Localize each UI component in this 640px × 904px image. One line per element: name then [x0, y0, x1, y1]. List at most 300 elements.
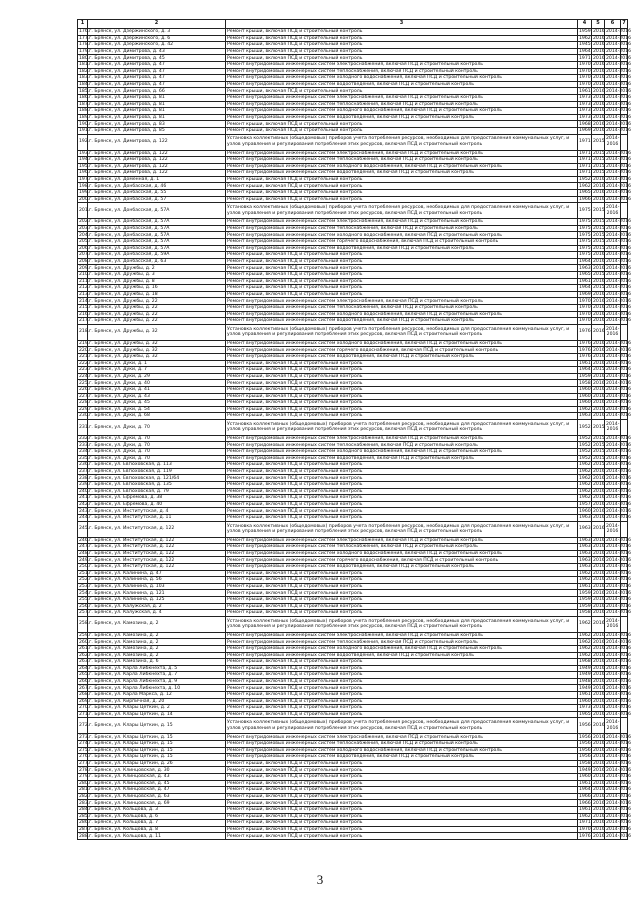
- row-number: 277.: [79, 761, 90, 766]
- address-cell: г. Брянск, ул. Клинцовская, д. 45: [88, 780, 226, 787]
- work-type-cell: Ремонт крыши, включая ПСД и строительный контроль: [226, 813, 578, 820]
- row-number: 239.: [79, 482, 90, 488]
- build-year-cell: 1970: [579, 305, 591, 311]
- plan-year-cell: 2016: [593, 652, 605, 658]
- row-number: 243.: [79, 508, 90, 514]
- work-type-cell: Установка коллективных (общедомовых) приборов учета потребления ресурсов, необходимых для предоставления коммунальных услуг, и узлов управления и регулирования потребления этих ресурсов, включая ПСД и строительный контроль: [226, 324, 578, 340]
- work-type-cell: Ремонт крыши, включая ПСД и строительный контроль: [226, 705, 578, 712]
- table-row: [78, 245, 628, 252]
- build-year-cell: 1952: [578, 419, 592, 435]
- table-row: [78, 393, 628, 400]
- period-cell: 2014-2016: [605, 718, 621, 734]
- address-cell: г. Брянск, ул. Клинцовская, д. 69: [88, 800, 226, 807]
- build-year-cell: 1956: [578, 718, 592, 734]
- address-cell: г. Брянск, ул. Донбасская, д. 59А: [88, 252, 226, 259]
- build-year-cell: 1966: [579, 800, 591, 806]
- build-year-cell: 1971: [579, 55, 591, 61]
- work-type-cell: Ремонт крыши, включая ПСД и строительный контроль: [226, 265, 578, 272]
- row-number: 279.: [79, 774, 90, 780]
- row-number: 200.: [79, 196, 90, 202]
- plan-year-cell: 2016: [593, 62, 605, 68]
- period-cell: 2014-2016: [606, 813, 632, 819]
- address-cell: г. Брянск, ул. Евгюховская, д. 79: [88, 488, 226, 495]
- table-row: [78, 645, 628, 652]
- address-cell: г. Брянск, ул. Димитрова, д. 85: [88, 127, 226, 134]
- plan-year-cell: 2016: [593, 183, 605, 189]
- row-number: 182.: [79, 68, 90, 74]
- plan-year-cell: 2016: [593, 515, 605, 521]
- plan-year-cell: 2016: [593, 774, 605, 780]
- address-cell: г. Брянск, ул. Донбасская, д. 55: [88, 190, 226, 197]
- plan-year-cell: 2015: [592, 419, 605, 435]
- plan-year-cell: 2015: [593, 232, 605, 238]
- period-cell: 2014-2016: [606, 787, 632, 793]
- period-cell: 2014-2016: [606, 265, 632, 271]
- build-year-cell: 1964: [579, 259, 591, 264]
- work-type-cell: Ремонт крыши, включая ПСД и строительный контроль: [226, 393, 578, 400]
- period-cell: 2014-2016: [605, 616, 621, 632]
- build-year-cell: 1952: [579, 177, 591, 183]
- row-number: 278.: [79, 767, 90, 773]
- table-row: [78, 196, 628, 203]
- row-number: 287.: [79, 826, 90, 832]
- period-cell: 2014-2016: [606, 488, 632, 494]
- period-cell: 2014-2016: [606, 400, 632, 406]
- plan-year-cell: 2016: [593, 387, 605, 393]
- plan-year-cell: 2016: [593, 291, 605, 297]
- build-year-cell: 1959: [579, 597, 591, 603]
- period-cell: 2014-2016: [606, 455, 632, 461]
- work-type-cell: Ремонт крыши, включая ПСД и строительный контроль: [226, 495, 578, 502]
- plan-year-cell: 2016: [593, 583, 605, 589]
- work-type-cell: Установка коллективных (общедомовых) приборов учета потребления ресурсов, необходимых для предоставления коммунальных услуг, и узлов управления и регулирования потребления этих ресурсов, включая ПСД и строительный контроль: [226, 134, 578, 150]
- work-type-cell: Ремонт крыши, включая ПСД и строительный контроль: [226, 820, 578, 827]
- table-row: [78, 659, 628, 666]
- work-type-cell: Ремонт внутридомовых инженерных систем водоотведения, включая ПСД и строительный контроль: [226, 114, 578, 121]
- table-row: [78, 272, 628, 279]
- address-cell: г. Брянск, ул. Институтская, д. 122: [88, 544, 226, 551]
- col-header-6: 6: [605, 20, 621, 29]
- work-type-cell: Ремонт внутридомовых инженерных систем теплоснабжения, включая ПСД и строительный контроль: [226, 68, 578, 75]
- row-number: 271.: [79, 712, 90, 718]
- build-year-cell: 1956: [579, 747, 591, 753]
- table-row: [78, 632, 628, 639]
- row-number: 248.: [79, 550, 90, 556]
- row-number: 211.: [79, 278, 90, 284]
- build-year-cell: 1962: [579, 577, 591, 583]
- period-cell: 2014-2016: [606, 685, 632, 691]
- address-cell: г. Брянск, ул. Клары Цеткин, д. 14: [88, 711, 226, 718]
- address-cell: г. Брянск, ул. Камозина, д. 2: [88, 632, 226, 639]
- build-year-cell: 1963: [578, 521, 592, 537]
- build-year-cell: 1957: [579, 502, 591, 507]
- build-year-cell: 1976: [579, 354, 591, 360]
- table-row: [78, 380, 628, 387]
- address-cell: г. Брянск, ул. Дружбы, д. 18: [88, 291, 226, 298]
- work-type-cell: Ремонт крыши, включая ПСД и строительный контроль: [226, 685, 578, 692]
- period-cell: 2014-2016: [606, 190, 632, 196]
- build-year-cell: 1962: [579, 570, 591, 576]
- extra-cell: [621, 419, 628, 435]
- address-cell: г. Брянск, ул. Дружбы, д. 22: [88, 298, 226, 305]
- period-cell: 2014-2016: [605, 521, 621, 537]
- table-row: [78, 324, 628, 340]
- table-row: [78, 610, 628, 617]
- work-type-cell: Ремонт внутридомовых инженерных систем горячего водоснабжения, включая ПСД и строительный контроль: [226, 347, 578, 354]
- address-cell: г. Брянск, ул. Донбасская, д. 57А: [88, 203, 226, 219]
- address-cell: г. Брянск, ул. Дружбы, д. 22: [88, 318, 226, 325]
- plan-year-cell: 2016: [593, 761, 605, 766]
- build-year-cell: 1958: [579, 380, 591, 386]
- row-number: 236.: [79, 462, 90, 468]
- period-cell: 2014-2016: [606, 550, 632, 556]
- work-type-cell: Ремонт крыши, включая ПСД и строительный контроль: [226, 596, 578, 603]
- build-year-cell: 1959: [579, 603, 591, 609]
- address-cell: г. Брянск, ул. Институтская, д. 122: [88, 537, 226, 544]
- build-year-cell: 1956: [579, 741, 591, 747]
- row-number: 276.: [79, 754, 90, 760]
- table-row: [78, 672, 628, 679]
- plan-year-cell: 2016: [593, 603, 605, 609]
- period-cell: 2014-2016: [606, 68, 632, 74]
- build-year-cell: 1971: [579, 170, 591, 176]
- work-type-cell: Ремонт внутридомовых инженерных систем холодного водоснабжения, включая ПСД и строительный контроль: [226, 550, 578, 557]
- work-type-cell: Ремонт внутридомовых инженерных систем водоотведения, включая ПСД и строительный контроль: [226, 170, 578, 177]
- plan-year-cell: 2016: [593, 305, 605, 311]
- address-cell: г. Брянск, ул. Дуки, д. 41: [88, 386, 226, 393]
- row-number: 272.: [78, 718, 88, 734]
- period-cell: 2014-2016: [606, 800, 632, 806]
- plan-year-cell: 2016: [593, 767, 605, 773]
- work-type-cell: Ремонт крыши, включая ПСД и строительный контроль: [226, 665, 578, 672]
- plan-year-cell: 2016: [593, 380, 605, 386]
- build-year-cell: 1971: [579, 820, 591, 826]
- address-cell: г. Брянск, ул. Дружбы, д. 22: [88, 311, 226, 318]
- address-cell: г. Брянск, ул. Евгюховская, д. 113: [88, 462, 226, 469]
- address-cell: г. Брянск, ул. Димитрова, д. 47: [88, 68, 226, 75]
- period-cell: 2014-2016: [606, 761, 632, 766]
- table-row: [78, 35, 628, 42]
- period-cell: 2014-2016: [606, 278, 632, 284]
- plan-year-cell: 2016: [593, 121, 605, 127]
- plan-year-cell: 2015: [592, 203, 605, 219]
- address-cell: г. Брянск, ул. Калинина, д. 125: [88, 596, 226, 603]
- table-row: [78, 406, 628, 413]
- row-number: 195.: [79, 163, 90, 169]
- plan-year-cell: 2016: [593, 42, 605, 48]
- extra-cell: [621, 324, 628, 340]
- row-number: 228.: [79, 400, 90, 406]
- table-row: [78, 570, 628, 577]
- work-type-cell: Ремонт крыши, включая ПСД и строительный контроль: [226, 196, 578, 203]
- plan-year-cell: 2016: [593, 259, 605, 264]
- row-number: 273.: [79, 734, 90, 740]
- row-number: 178.: [79, 42, 90, 48]
- row-number: 246.: [79, 537, 90, 543]
- row-number: 265.: [79, 672, 90, 678]
- row-number: 227.: [79, 393, 90, 399]
- build-year-cell: 1964: [579, 285, 591, 291]
- row-number: 254.: [79, 590, 90, 596]
- plan-year-cell: 2016: [593, 820, 605, 826]
- address-cell: г. Брянск, ул. Дуки, д. 70: [88, 435, 226, 442]
- work-type-cell: Ремонт внутридомовых инженерных систем теплоснабжения, включая ПСД и строительный контроль: [226, 639, 578, 646]
- plan-year-cell: 2016: [593, 780, 605, 786]
- plan-year-cell: 2016: [593, 373, 605, 379]
- plan-year-cell: 2016: [593, 406, 605, 412]
- address-cell: г. Брянск, ул. Институтская, д. 122: [88, 550, 226, 557]
- period-cell: 2014-2016: [606, 157, 632, 163]
- address-cell: г. Брянск, ул. Димитрова, д. 47: [88, 75, 226, 82]
- plan-year-cell: 2015: [593, 367, 605, 373]
- work-type-cell: Ремонт внутридомовых инженерных систем водоотведения, включая ПСД и строительный контроль: [226, 455, 578, 462]
- work-type-cell: Ремонт крыши, включая ПСД и строительный контроль: [226, 488, 578, 495]
- work-type-cell: Ремонт крыши, включая ПСД и строительный контроль: [226, 176, 578, 183]
- table-row: [78, 170, 628, 177]
- address-cell: г. Брянск, ул. Димитрова, д. 81: [88, 108, 226, 115]
- work-type-cell: Ремонт крыши, включая ПСД и строительный контроль: [226, 603, 578, 610]
- period-cell: 2014-2016: [606, 121, 632, 127]
- row-number: 205.: [79, 239, 90, 245]
- table-row: [78, 94, 628, 101]
- extra-cell: [621, 134, 628, 150]
- period-cell: 2014-2016: [606, 88, 632, 94]
- build-year-cell: 1975: [579, 245, 591, 251]
- plan-year-cell: 2016: [593, 557, 605, 563]
- work-type-cell: Ремонт крыши, включая ПСД и строительный контроль: [226, 360, 578, 367]
- address-cell: г. Брянск, ул. Дуки, д. 70: [88, 442, 226, 449]
- extra-cell: [621, 521, 628, 537]
- plan-year-cell: 2016: [593, 741, 605, 747]
- build-year-cell: 1966: [579, 793, 591, 799]
- build-year-cell: 1945: [579, 42, 591, 48]
- row-number: 286.: [79, 820, 90, 826]
- table-row: [78, 639, 628, 646]
- table-row: [78, 285, 628, 292]
- row-number: 245.: [78, 521, 88, 537]
- build-year-cell: 1971: [579, 150, 591, 156]
- address-cell: г. Брянск, ул. Дуки, д. 7: [88, 367, 226, 374]
- row-number: 234.: [79, 449, 90, 455]
- build-year-cell: 1965: [579, 190, 591, 196]
- work-type-cell: Ремонт крыши, включая ПСД и строительный контроль: [226, 380, 578, 387]
- address-cell: г. Брянск, ул. Дуки, д. 68: [88, 413, 226, 420]
- period-cell: 2014-2016: [606, 340, 632, 346]
- table-row: [78, 134, 628, 150]
- address-cell: г. Брянск, ул. Дуки, д. 70: [88, 449, 226, 456]
- period-cell: 2014-2016: [606, 462, 632, 468]
- row-number: 194.: [79, 157, 90, 163]
- row-number: 203.: [79, 226, 90, 232]
- col-header-4: 4: [578, 20, 592, 29]
- col-header-3: 3: [226, 20, 578, 29]
- table-row: [78, 741, 628, 748]
- period-cell: 2014-2016: [606, 413, 632, 419]
- period-cell: 2014-2016: [606, 318, 632, 324]
- work-type-cell: Ремонт крыши, включая ПСД и строительный контроль: [226, 386, 578, 393]
- plan-year-cell: 2016: [593, 469, 605, 475]
- work-type-cell: Ремонт крыши, включая ПСД и строительный контроль: [226, 48, 578, 55]
- period-cell: 2014-2016: [606, 833, 632, 839]
- build-year-cell: 1976: [579, 340, 591, 346]
- work-type-cell: Ремонт внутридомовых инженерных систем электроснабжения, включая ПСД и строительный контроль: [226, 150, 578, 157]
- plan-year-cell: 2016: [593, 550, 605, 556]
- build-year-cell: 1963: [579, 537, 591, 543]
- row-number: 186.: [79, 95, 90, 101]
- row-number: 219.: [79, 340, 90, 346]
- address-cell: г. Брянск, ул. Камозина, д. 2: [88, 652, 226, 659]
- table-row: [78, 419, 628, 435]
- table-row: [78, 367, 628, 374]
- table-row: [78, 455, 628, 462]
- work-type-cell: Ремонт внутридомовых инженерных систем водоотведения, включая ПСД и строительный контроль: [226, 245, 578, 252]
- col-header-7: 7: [621, 20, 628, 29]
- period-cell: 2014-2016: [606, 774, 632, 780]
- row-number: 187.: [79, 101, 90, 107]
- build-year-cell: 1949: [579, 685, 591, 691]
- build-year-cell: 1965: [579, 272, 591, 278]
- address-cell: г. Брянск, ул. Карла Либкнехта, д. 10: [88, 685, 226, 692]
- address-cell: г. Брянск, ул. Дружбы, д. 16: [88, 285, 226, 292]
- period-cell: 2014-2016: [606, 583, 632, 589]
- work-type-cell: Ремонт крыши, включая ПСД и строительный контроль: [226, 121, 578, 128]
- build-year-cell: 1962: [579, 495, 591, 501]
- table-row: [78, 577, 628, 584]
- period-cell: 2014-2016: [606, 35, 632, 41]
- work-type-cell: Ремонт внутридомовых инженерных систем электроснабжения, включая ПСД и строительный контроль: [226, 435, 578, 442]
- address-cell: г. Брянск, ул. Дружбы, д. 32: [88, 347, 226, 354]
- address-cell: г. Брянск, ул. Донбасская, д. 46: [88, 183, 226, 190]
- row-number: 185.: [79, 88, 90, 94]
- address-cell: г. Брянск, ул. Клинцовская, д. 63: [88, 793, 226, 800]
- work-type-cell: Ремонт внутридомовых инженерных систем водоотведения, включая ПСД и строительный контроль: [226, 318, 578, 325]
- table-row: [78, 508, 628, 515]
- period-cell: 2014-2016: [606, 449, 632, 455]
- address-cell: г. Брянск, ул. Дружбы, д. 32: [88, 324, 226, 340]
- build-year-cell: 1949: [579, 665, 591, 671]
- table-row: [78, 482, 628, 489]
- address-cell: г. Брянск, ул. Институтская, д. 4: [88, 508, 226, 515]
- plan-year-cell: 2016: [593, 734, 605, 740]
- build-year-cell: 1960: [579, 698, 591, 704]
- table-row: [78, 81, 628, 88]
- table-row: [78, 304, 628, 311]
- row-number: 274.: [79, 741, 90, 747]
- table-row: [78, 449, 628, 456]
- plan-year-cell: 2016: [593, 698, 605, 704]
- table-row: [78, 278, 628, 285]
- plan-year-cell: 2016: [592, 718, 605, 734]
- build-year-cell: 1963: [579, 544, 591, 550]
- plan-year-cell: 2016: [593, 679, 605, 685]
- work-type-cell: Ремонт крыши, включая ПСД и строительный контроль: [226, 183, 578, 190]
- row-number: 261.: [79, 646, 90, 652]
- period-cell: 2014-2016: [606, 741, 632, 747]
- period-cell: 2014-2016: [606, 646, 632, 652]
- address-cell: г. Брянск, ул. Димитрова, д. 47: [88, 61, 226, 68]
- row-number: 189.: [79, 114, 90, 120]
- plan-year-cell: 2015: [593, 245, 605, 251]
- row-number: 269.: [79, 698, 90, 704]
- plan-year-cell: 2016: [593, 502, 605, 507]
- extra-cell: [621, 203, 628, 219]
- table-row: [78, 515, 628, 522]
- period-cell: 2014-2016: [606, 163, 632, 169]
- row-number: 235.: [79, 455, 90, 461]
- address-cell: г. Брянск, ул. Димитрова, д. 83: [88, 121, 226, 128]
- build-year-cell: 1962: [579, 488, 591, 494]
- work-type-cell: Ремонт крыши, включая ПСД и строительный контроль: [226, 583, 578, 590]
- table-row: [78, 685, 628, 692]
- period-cell: 2014-2016: [606, 177, 632, 183]
- build-year-cell: 1961: [579, 692, 591, 698]
- period-cell: 2014-2016: [606, 245, 632, 251]
- build-year-cell: 1975: [579, 219, 591, 225]
- build-year-cell: 1969: [579, 128, 591, 134]
- table-body: [78, 20, 632, 840]
- address-cell: г. Брянск, ул. Кольцова, д. 11: [88, 833, 226, 840]
- work-type-cell: Ремонт внутридомовых инженерных систем электроснабжения, включая ПСД и строительный контроль: [226, 94, 578, 101]
- address-cell: г. Брянск, ул. Дзержинского, д. 3: [88, 29, 226, 36]
- work-type-cell: Ремонт крыши, включая ПСД и строительный контроль: [226, 793, 578, 800]
- table-row: [78, 265, 628, 272]
- plan-year-cell: 2016: [593, 482, 605, 488]
- address-cell: г. Брянск, ул. Карла Либкнехта, д. 9: [88, 678, 226, 685]
- build-year-cell: 1973: [579, 114, 591, 120]
- plan-year-cell: 2015: [592, 134, 605, 150]
- period-cell: 2014-2016: [605, 134, 621, 150]
- page-number: 3: [316, 872, 324, 887]
- address-cell: г. Брянск, ул. Димитрова, д. 122: [88, 157, 226, 164]
- row-number: 270.: [79, 705, 90, 711]
- period-cell: 2014-2016: [606, 652, 632, 658]
- plan-year-cell: 2016: [593, 610, 605, 616]
- work-type-cell: Ремонт крыши, включая ПСД и строительный контроль: [226, 88, 578, 95]
- address-cell: г. Брянск, ул. Карла Либкнехта, д. 7: [88, 672, 226, 679]
- work-type-cell: Ремонт внутридомовых инженерных систем электроснабжения, включая ПСД и строительный контроль: [226, 632, 578, 639]
- address-cell: г. Брянск, ул. Донбасская, д. 63: [88, 258, 226, 265]
- build-year-cell: 1968: [579, 659, 591, 665]
- address-cell: г. Брянск, ул. Клары Цеткин, д. 15: [88, 747, 226, 754]
- address-cell: г. Брянск, ул. Клары Цеткин, д. 15: [88, 754, 226, 761]
- period-cell: 2014-2016: [606, 712, 632, 718]
- build-year-cell: 1959: [579, 590, 591, 596]
- row-number: 232.: [79, 436, 90, 442]
- build-year-cell: 1976: [579, 347, 591, 353]
- build-year-cell: 1965: [579, 712, 591, 718]
- work-type-cell: Ремонт крыши, включая ПСД и строительный контроль: [226, 291, 578, 298]
- build-year-cell: 1964: [579, 48, 591, 54]
- address-cell: г. Брянск, ул. Клинцовская, д. 47: [88, 787, 226, 794]
- extra-cell: [621, 718, 628, 734]
- plan-year-cell: 2016: [593, 754, 605, 760]
- table-row: [78, 800, 628, 807]
- row-number: 199.: [79, 190, 90, 196]
- plan-year-cell: 2016: [593, 597, 605, 603]
- build-year-cell: 1959: [579, 29, 591, 35]
- period-cell: 2014-2016: [606, 114, 632, 120]
- plan-year-cell: 2016: [593, 692, 605, 698]
- work-type-cell: Ремонт крыши, включая ПСД и строительный контроль: [226, 698, 578, 705]
- row-number: 264.: [79, 665, 90, 671]
- address-cell: г. Брянск, ул. Донбасская, д. 57А: [88, 219, 226, 226]
- build-year-cell: 1966: [579, 196, 591, 202]
- address-cell: г. Брянск, ул. Донбасская, д. 57А: [88, 232, 226, 239]
- plan-year-cell: 2016: [593, 196, 605, 202]
- address-cell: г. Брянск, ул. Донбасская, д. 57А: [88, 225, 226, 232]
- address-cell: г. Брянск, ул. Дзержинского, д. 6: [88, 35, 226, 42]
- row-number: 216.: [79, 311, 90, 317]
